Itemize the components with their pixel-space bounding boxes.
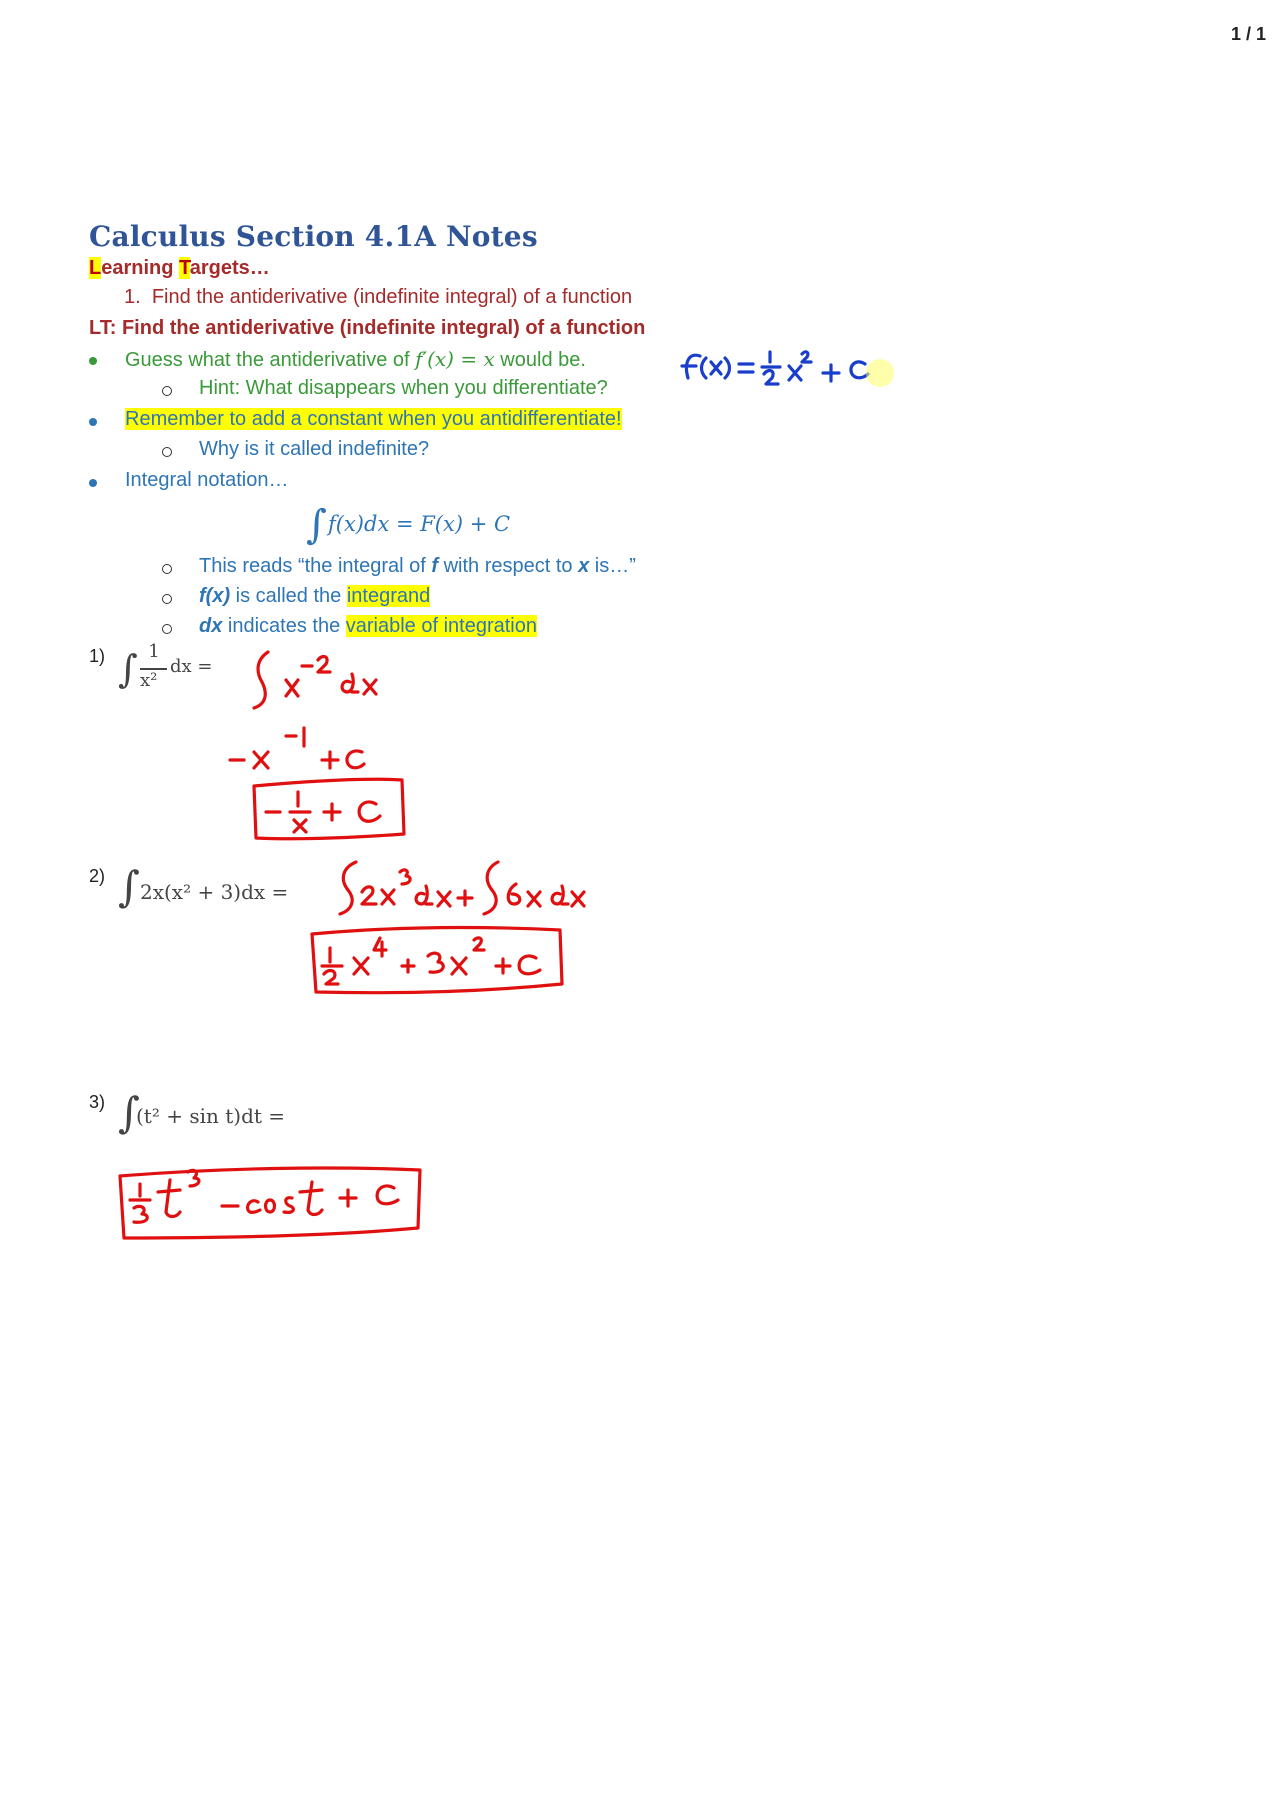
reads-prefix: This reads “the integral of: [199, 555, 432, 577]
integral-sign-icon: ∫: [118, 1088, 140, 1137]
handwritten-p1-answer: [254, 779, 404, 839]
target-number: 1.: [124, 286, 141, 308]
target-text: Find the antiderivative (indefinite integral) of a function: [151, 286, 633, 308]
handwritten-p3-answer: [120, 1168, 420, 1238]
remember-highlight: Remember to add a constant when you antidifferentiate!: [125, 408, 622, 430]
problem-2-number: 2): [89, 866, 106, 886]
heading-part-1: earning: [101, 257, 180, 279]
page-title: Calculus Section 4.1A Notes: [89, 220, 538, 253]
reads-x: x: [578, 555, 590, 577]
reads-mid: with respect to: [438, 555, 579, 577]
dx-mid: indicates the: [222, 615, 346, 637]
guess-suffix: would be.: [494, 349, 586, 371]
hint-text: Hint: What disappears when you differentiate?: [199, 377, 608, 399]
why-text: Why is it called indefinite?: [199, 438, 430, 460]
guess-prefix: Guess what the antiderivative of: [125, 349, 416, 371]
handwritten-guess-answer: [682, 352, 868, 384]
problem-3-expression: (t² + sin t)dt =: [136, 1104, 286, 1128]
lt-line: LT: Find the antiderivative (indefinite integral) of a function: [89, 317, 646, 339]
problem-1-tail: dx =: [170, 656, 213, 677]
integral-sign-icon: ∫: [118, 647, 138, 691]
problem-1-number: 1): [89, 646, 106, 666]
dx-highlight: variable of integration: [345, 615, 537, 637]
notation-text: Integral notation…: [125, 469, 289, 491]
integral-sign-icon: ∫: [306, 502, 327, 548]
integral-sign-icon: ∫: [118, 862, 140, 911]
dx-term: dx: [199, 615, 223, 637]
page-number: 1 / 1: [1230, 24, 1266, 44]
highlight-c-circle: [866, 359, 894, 387]
handwritten-p1-step1: [254, 652, 376, 708]
problem-1-denominator: x²: [140, 670, 158, 691]
heading-letter-t: T: [179, 257, 190, 279]
heading-letter-l: L: [89, 257, 102, 279]
problem-3-number: 3): [89, 1092, 106, 1112]
problem-2-expression: 2x(x² + 3)dx =: [140, 880, 289, 904]
integrand-highlight: integrand: [346, 585, 431, 607]
integrand-term: f(x): [199, 585, 231, 607]
integrand-mid: is called the: [230, 585, 347, 607]
reads-f: f: [431, 555, 439, 577]
guess-math: f′(x) = x: [415, 347, 495, 371]
heading-part-2: argets…: [189, 257, 270, 279]
handwritten-p2-step1: [340, 862, 584, 914]
handwritten-p1-step2: [230, 728, 364, 768]
handwritten-p2-answer: [312, 927, 562, 992]
problem-1-numerator: 1: [148, 641, 160, 662]
reads-suffix: is…”: [589, 555, 636, 577]
notation-formula: f(x)dx = F(x) + C: [328, 512, 511, 536]
